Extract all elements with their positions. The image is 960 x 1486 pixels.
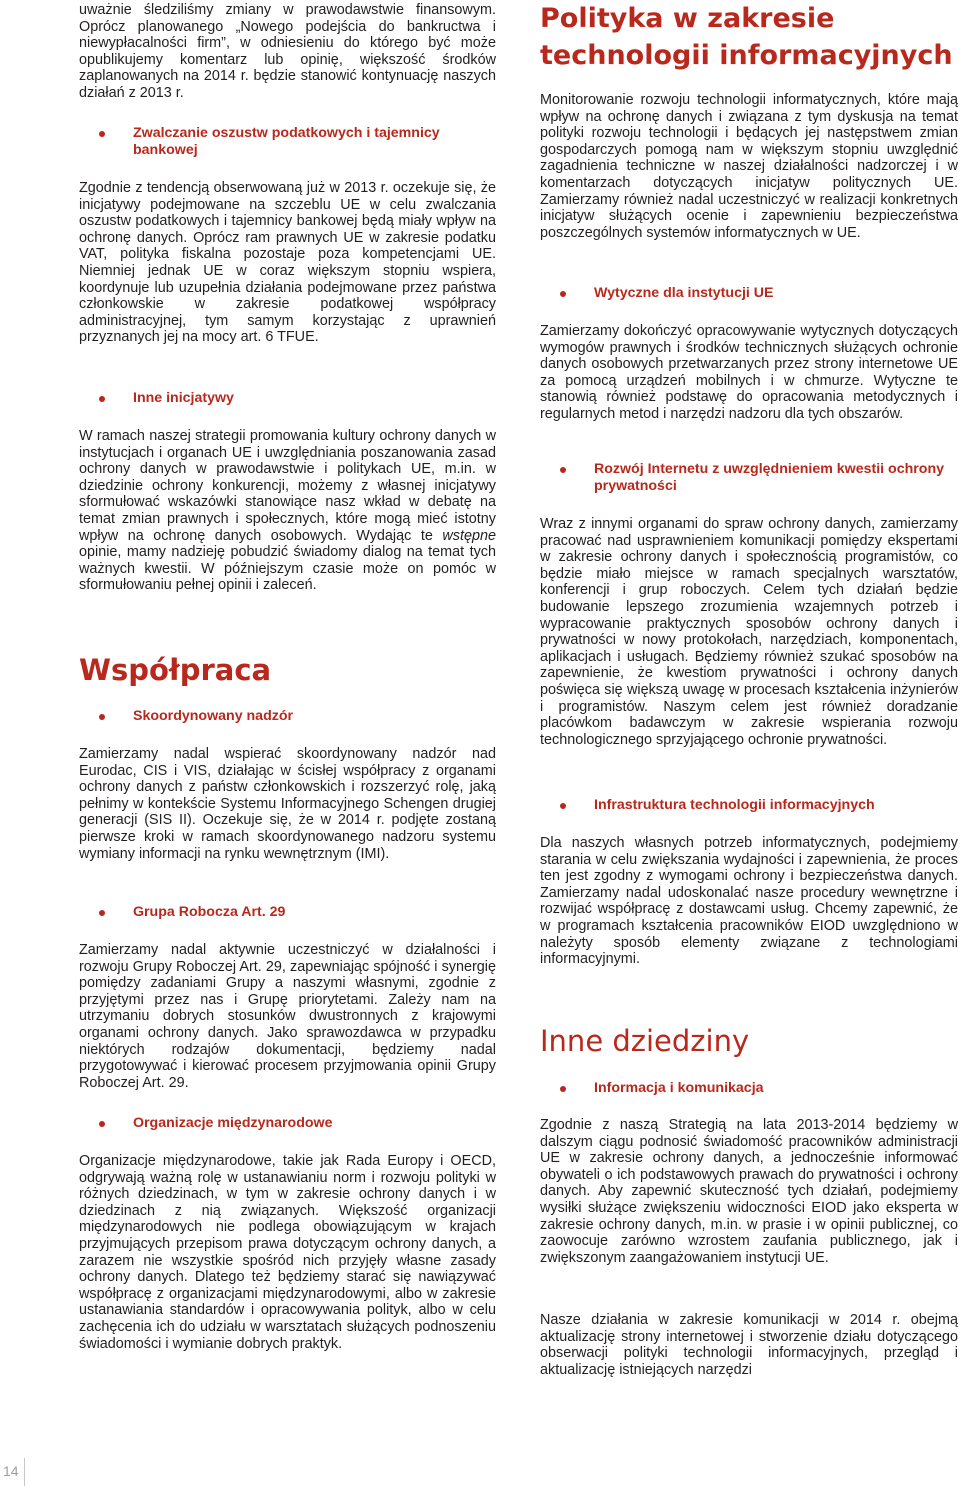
intro-paragraph: uważnie śledziliśmy zmiany w prawodawstwie finansowym. Oprócz planowanego „Nowego podejścia do bankructwa i niewypłacalności firm”, w odniesieniu do którego być może opublikujemy komentarz lub opinię, większość środków zaplanowanych na 2014 r. będzie stanowić kontynuację naszych działań z 2013 r. — [79, 2, 496, 101]
section-heading-art29: Grupa Robocza Art. 29 — [79, 904, 496, 921]
bullet-icon — [99, 131, 105, 137]
paragraph-other: W ramach naszej strategii promowania kultury ochrony danych w instytucjach i organach UE i uwzględniania poszanowania zasad ochrony danych w prawodawstwie i politykach UE, m.in. w dziedzinie ochrony konkurencji, możemy z własnej inicjatywy sformułować wskazówki stanowiące nasz wkład w debatę na temat zmian prawnych i społecznych, które mogą mieć istotny wpływ na ochronę danych osobowych. Wydając te wstępne opinie, mamy nadzieję pobudzić świadomy dialog na temat tych ważnych kwestii. W późniejszym czasie może on pomóc w sformułowaniu pełnej opinii i zaleceń. — [79, 428, 496, 594]
section-heading-communication: Informacja i komunikacja — [540, 1080, 958, 1097]
other-fields-title: Inne dziedziny — [540, 1024, 750, 1058]
paragraph-communication: Zgodnie z naszą Strategią na lata 2013-2014 będziemy w dalszym ciągu podnosić świadomość pracowników administracji UE w zakresie ochrony danych, a jednocześnie informować obywateli o ich podstawowych prawach do prywatności i ochrony danych. Aby zapewnić skuteczność tych działań, podejmiemy wysiłki służące zwiększeniu widoczności EIOD jako eksperta w zakresie ochrony danych, m.in. w prasie i w opinii publicznej, co zaowocuje zarówno wzrostem zaufania publicznego, jak i zwiększonym zaangażowaniem instytucji UE. — [540, 1117, 958, 1266]
bullet-icon — [99, 396, 105, 402]
paragraph-communication-2: Nasze działania w zakresie komunikacji w 2014 r. obejmą aktualizację strony internetowej i stworzenie działu dotyczącego obserwacji polityki technologii informacyjnych, przegląd i aktualizację istniejących narzędzi — [540, 1312, 958, 1378]
paragraph-it-intro: Monitorowanie rozwoju technologii informatycznych, które mają wpływ na ochronę danych i związana z tym dyskusja na temat polityki rozwoju technologii i będących jej następstwem zmian gospodarczych pomogą nam w większym stopniu uwzględnić zagadnienia techniczne w naszej działalności nadzorczej i w komentarzach dotyczących inicjatyw politycznych UE. Zamierzamy również nadal uczestniczyć w realizacji konkretnych inicjatyw służących ocenie i zapewnieniu bezpieczeństwa poszczególnych systemów informatycznych w UE. — [540, 92, 958, 241]
bullet-icon — [560, 467, 566, 473]
page-number-divider — [24, 1458, 25, 1486]
section-heading-privacy: Rozwój Internetu z uwzględnieniem kwestii ochrony prywatności — [540, 461, 958, 495]
bullet-icon — [99, 910, 105, 916]
paragraph-guidelines: Zamierzamy dokończyć opracowywanie wytycznych dotyczących wymogów prawnych i środków technicznych służących ochronie danych osobowych przetwarzanych przez strony internetowe UE za pomocą urządzeń mobilnych i w chmurze. Wytyczne te stanowią również podstawę do opracowania metodycznych i regularnych metod i narzędzi nadzoru dla tych obszarów. — [540, 323, 958, 422]
it-policy-title: Polityka w zakresie technologii informacyjnych — [540, 3, 953, 71]
paragraph-art29: Zamierzamy nadal aktywnie uczestniczyć w działalności i rozwoju Grupy Roboczej Art. 29, zapewniając spójność i synergię pomiędzy zadaniami Grupy a naszymi własnymi, zgodnie z przyjętymi przez nas i Grupę priorytetami. Zależy nam na utrzymaniu dobrych stosunków dwustronnych z krajowymi organami ochrony danych. Jako sprawozdawca w przypadku niektórych rodzajów dokumentacji, będziemy nadal przygotowywać i kierować procesem przyjmowania opinii Grupy Roboczej Art. 29. — [79, 942, 496, 1091]
section-heading-supervision: Skoordynowany nadzór — [79, 708, 496, 725]
paragraph-supervision: Zamierzamy nadal wspierać skoordynowany nadzór nad Eurodac, CIS i VIS, działając w ścisłej współpracy z organami ochrony danych z państw członkowskich i rozszerzyć rolę, jaką pełnimy w kontekście Systemu Informacyjnego Schengen drugiej generacji (SIS II). Oczekuje się, że w 2014 r. podjęte zostaną pierwsze kroki w ramach skoordynowanego nadzoru systemu wymiany informacji na rynku wewnętrznym (IMI). — [79, 746, 496, 862]
bullet-icon — [99, 714, 105, 720]
paragraph-intl: Organizacje międzynarodowe, takie jak Rada Europy i OECD, odgrywają ważną rolę w ustanawianiu norm i rozwoju polityki w różnych dziedzinach, w tym w zakresie ochrony danych i w dziedzinach z nią związanych. Większość organizacji międzynarodowych nie podlega obowiązującym w krajach przyjmujących przepisom prawa dotyczącym ochrony danych, a zarazem nie wszystkie spośród nich przyjęły własne zasady ochrony danych. Dlatego też będziemy starać się nawiązywać współpracę z organizacjami międzynarodowymi, albo w zakresie ustanawiania standardów i opracowywania polityk, albo w celu zachęcenia ich do udziału w warsztatach służących podnoszeniu świadomości i wymianie dobrych praktyk. — [79, 1153, 496, 1352]
section-heading-fraud: Zwalczanie oszustw podatkowych i tajemnicy bankowej — [79, 125, 496, 159]
cooperation-title: Współpraca — [79, 653, 272, 687]
page-number: 14 — [3, 1463, 19, 1479]
section-heading-other: Inne inicjatywy — [79, 390, 496, 407]
bullet-icon — [560, 291, 566, 297]
paragraph-infra: Dla naszych własnych potrzeb informatycznych, podejmiemy starania w celu zwiększania wydajności i zapewnienia, że proces ten jest zgodny z wymogami ochrony i bezpieczeństwa danych. Zamierzamy nadal udoskonalać nasze procedury wewnętrzne i rozwijać współpracę z dostawcami usług. Chcemy zapewnić, że w programach kształcenia pracowników EIOD uwzględniono w należyty sposób elementy związane z technologiami informacyjnymi. — [540, 835, 958, 968]
paragraph-fraud: Zgodnie z tendencją obserwowaną już w 2013 r. oczekuje się, że inicjatywy podejmowane na szczeblu UE w celu zwalczania oszustw podatkowych i tajemnicy bankowej będą miały wpływ na ochronę danych. Oprócz ram prawnych UE w zakresie podatku VAT, polityka fiskalna pozostaje poza kompetencjami UE. Niemniej jednak UE w coraz większym stopniu wspiera, koordynuje lub uzupełnia działania podejmowane przez państwa członkowskie w zakresie podatkowej współpracy administracyjnej, tym samym korzystając z uprawnień przyznanych jej na mocy art. 6 TFUE. — [79, 180, 496, 346]
bullet-icon — [560, 803, 566, 809]
section-heading-intl: Organizacje międzynarodowe — [79, 1115, 496, 1132]
section-heading-guidelines: Wytyczne dla instytucji UE — [540, 285, 958, 302]
bullet-icon — [99, 1121, 105, 1127]
bullet-icon — [560, 1086, 566, 1092]
section-heading-infra: Infrastruktura technologii informacyjnych — [540, 797, 958, 814]
paragraph-privacy: Wraz z innymi organami do spraw ochrony danych, zamierzamy pracować nad usprawnieniem komunikacji pomiędzy ekspertami w zakresie ochrony danych i społecznością programistów, co będzie miało miejsce w ramach specjalnych warsztatów, konferencji i grup roboczych. Celem tych działań będzie budowanie lepszego zrozumienia wzajemnych potrzeb i wypracowanie praktycznych sposobów ochrony danych i prywatności w nowy protokołach, narzędziach, komponentach, aplikacjach i usługach. Będziemy również szukać sposobów na zapewnienie, że kwestiom prywatności i ochrony danych poświęca się większą uwagę w procesach kształcenia inżynierów i programistów. Naszym celem jest również doradzanie placówkom badawczym w zakresie wspierania rozwoju technologicznego sprzyjającego ochronie prywatności. — [540, 516, 958, 748]
